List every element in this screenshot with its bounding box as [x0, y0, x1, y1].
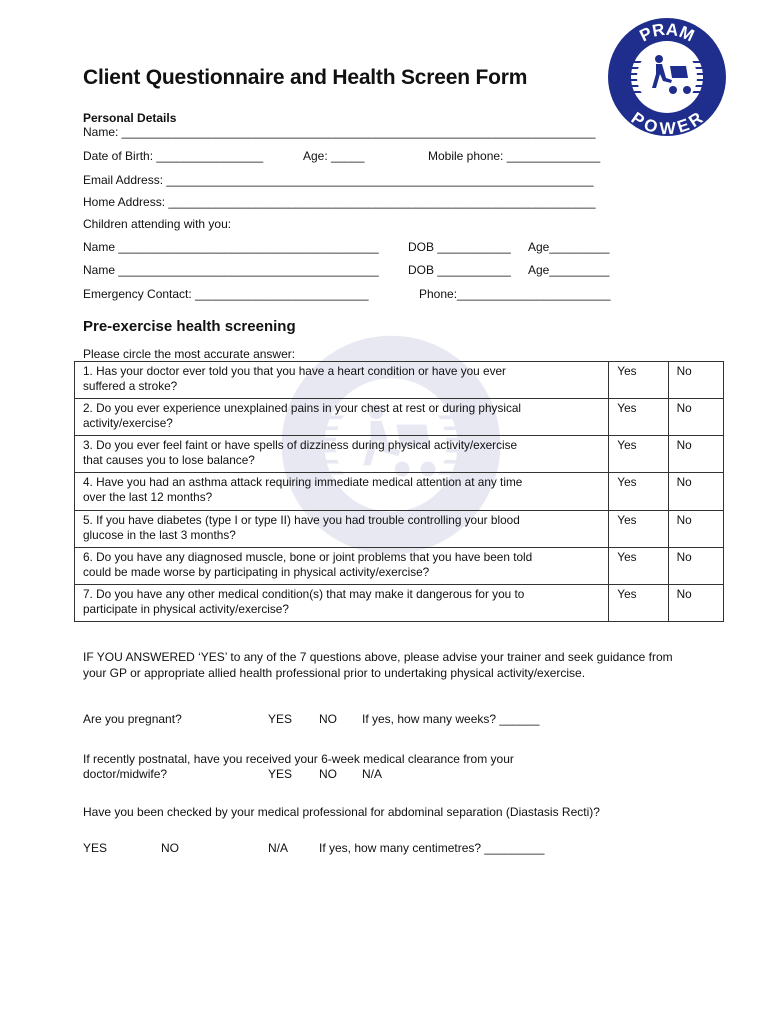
pregnant-yes-option[interactable]: YES — [268, 712, 293, 726]
table-row — [75, 399, 724, 436]
yes-option[interactable]: Yes — [609, 547, 668, 584]
screening-table — [74, 361, 724, 622]
child-dob-field[interactable]: DOB ___________ — [408, 263, 511, 277]
postnatal-na-option[interactable]: N/A — [362, 767, 383, 781]
child-age-field[interactable]: Age_________ — [528, 263, 610, 277]
screening-instruction: Please circle the most accurate answer: — [83, 347, 296, 361]
postnatal-no-option[interactable]: NO — [319, 767, 337, 781]
question-cell: 7. Do you have any other medical condition(s) that may make it dangerous for you to participate in physical activity/exercise? — [75, 584, 609, 621]
child-dob-field[interactable]: DOB ___________ — [408, 240, 511, 254]
no-option[interactable]: No — [668, 473, 723, 510]
svg-text:POWER: POWER — [627, 108, 707, 138]
advice-paragraph: IF YOU ANSWERED ‘YES’ to any of the 7 questions above, please advise your trainer and seek guidance from your GP or appropriate allied health professional prior to undertaking physical activity/exercise. — [83, 650, 673, 680]
table-row — [75, 436, 724, 473]
diastasis-question: Have you been checked by your medical professional for abdominal separation (Diastasis Recti)? — [83, 805, 600, 819]
question-cell: 2. Do you ever experience unexplained pains in your chest at rest or during physical activity/exercise? — [75, 399, 609, 436]
table-row — [75, 362, 724, 399]
child-age-field[interactable]: Age_________ — [528, 240, 610, 254]
no-option[interactable]: No — [668, 362, 723, 399]
no-option[interactable]: No — [668, 436, 723, 473]
emergency-contact-field[interactable]: Emergency Contact: __________________________ — [83, 287, 369, 301]
pregnant-no-option[interactable]: NO — [319, 712, 337, 726]
emergency-phone-field[interactable]: Phone:_______________________ — [419, 287, 611, 301]
question-cell: 5. If you have diabetes (type I or type II) have you had trouble controlling your blood glucose in the last 3 months? — [75, 510, 609, 547]
postnatal-yes-option[interactable]: YES — [268, 767, 293, 781]
diastasis-cm-field[interactable]: If yes, how many centimetres? _________ — [319, 841, 545, 855]
diastasis-yes-option[interactable]: YES — [83, 841, 108, 855]
screening-heading: Pre-exercise health screening — [83, 318, 296, 335]
table-row — [75, 473, 724, 510]
email-field[interactable]: Email Address: ________________________________________________________________ — [83, 173, 594, 187]
postnatal-question-cont: doctor/midwife? — [83, 767, 168, 781]
question-cell: 6. Do you have any diagnosed muscle, bone or joint problems that you have been told could be made worse by participating in physical activity/exercise? — [75, 547, 609, 584]
yes-option[interactable]: Yes — [609, 436, 668, 473]
pregnant-question: Are you pregnant? — [83, 712, 182, 726]
postnatal-question: If recently postnatal, have you received your 6-week medical clearance from your — [83, 752, 514, 766]
no-option[interactable]: No — [668, 547, 723, 584]
children-label: Children attending with you: — [83, 217, 232, 231]
svg-text:PRAM: PRAM — [636, 19, 698, 46]
home-address-field[interactable]: Home Address: ________________________________________________________________ — [83, 195, 596, 209]
question-cell: 3. Do you ever feel faint or have spells of dizziness during physical activity/exercise that causes you to lose balance? — [75, 436, 609, 473]
no-option[interactable]: No — [668, 510, 723, 547]
child-name-field[interactable]: Name _______________________________________ — [83, 240, 379, 254]
yes-option[interactable]: Yes — [609, 510, 668, 547]
no-option[interactable]: No — [668, 584, 723, 621]
table-row — [75, 547, 724, 584]
no-option[interactable]: No — [668, 399, 723, 436]
yes-option[interactable]: Yes — [609, 584, 668, 621]
diastasis-no-option[interactable]: NO — [161, 841, 179, 855]
age-field[interactable]: Age: _____ — [303, 149, 365, 163]
yes-option[interactable]: Yes — [609, 399, 668, 436]
dob-field[interactable]: Date of Birth: ________________ — [83, 149, 264, 163]
form-title: Client Questionnaire and Health Screen Form — [83, 66, 528, 89]
question-cell: 1. Has your doctor ever told you that you have a heart condition or have you ever suffered a stroke? — [75, 362, 609, 399]
yes-option[interactable]: Yes — [609, 362, 668, 399]
mobile-phone-field[interactable]: Mobile phone: ______________ — [428, 149, 601, 163]
name-field[interactable]: Name: _______________________________________________________________________ — [83, 125, 596, 139]
child-name-field[interactable]: Name _______________________________________ — [83, 263, 379, 277]
table-row — [75, 510, 724, 547]
table-row — [75, 584, 724, 621]
yes-option[interactable]: Yes — [609, 473, 668, 510]
pram-power-logo — [606, 16, 728, 138]
diastasis-na-option[interactable]: N/A — [268, 841, 289, 855]
personal-details-heading: Personal Details — [83, 111, 177, 125]
question-cell: 4. Have you had an asthma attack requiring immediate medical attention at any time over the last 12 months? — [75, 473, 609, 510]
pregnant-weeks-field[interactable]: If yes, how many weeks? ______ — [362, 712, 540, 726]
